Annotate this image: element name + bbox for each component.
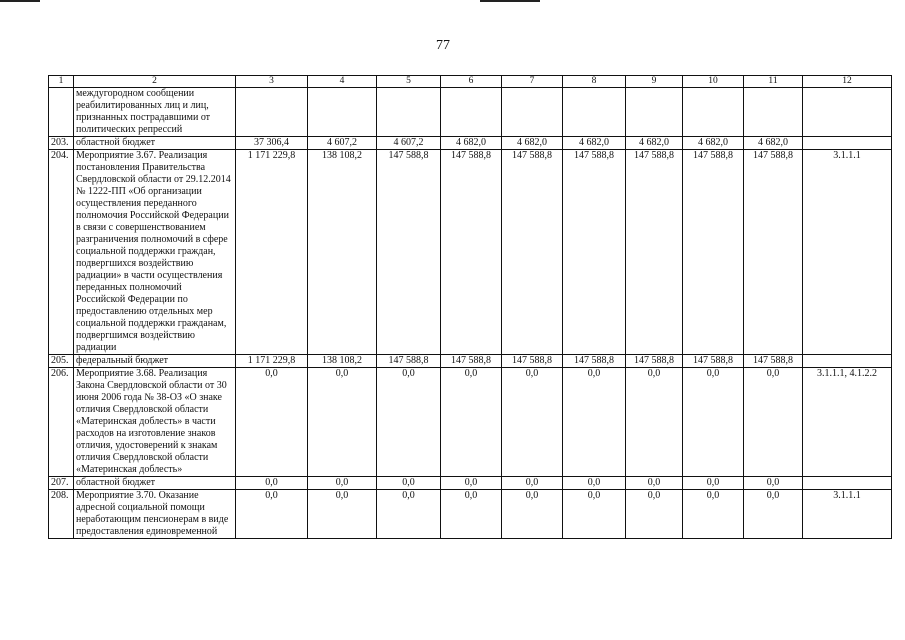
row-value-col-5: 0,0 <box>377 490 441 539</box>
column-header-3: 3 <box>236 76 308 88</box>
row-value-col-6: 0,0 <box>441 477 502 490</box>
row-value-col-3: 1 171 229,8 <box>236 355 308 368</box>
column-header-1: 1 <box>49 76 74 88</box>
row-value-col-7: 147 588,8 <box>502 355 563 368</box>
row-target-ref <box>803 355 892 368</box>
row-value-col-11: 0,0 <box>744 477 803 490</box>
row-value-col-4: 0,0 <box>308 490 377 539</box>
row-number: 208. <box>49 490 74 539</box>
row-name: Мероприятие 3.68. Реализация Закона Свердловской области от 30 июня 2006 года № 38-ОЗ «О знаке отличия Свердловской области «Материнская доблесть» в части расходов на изготовление знаков отличия, удостоверений к знакам отличия Свердловской области «Материнская доблесть» <box>74 368 236 477</box>
row-value-col-4: 138 108,2 <box>308 355 377 368</box>
row-value-col-4: 0,0 <box>308 477 377 490</box>
column-header-9: 9 <box>626 76 683 88</box>
column-header-4: 4 <box>308 76 377 88</box>
row-value-col-6: 0,0 <box>441 368 502 477</box>
column-header-2: 2 <box>74 76 236 88</box>
row-value-col-7: 0,0 <box>502 368 563 477</box>
row-value-col-6: 4 682,0 <box>441 137 502 150</box>
column-header-10: 10 <box>683 76 744 88</box>
row-value-col-7: 0,0 <box>502 490 563 539</box>
row-target-ref <box>803 88 892 137</box>
row-number: 203. <box>49 137 74 150</box>
row-value-col-5: 147 588,8 <box>377 355 441 368</box>
row-number: 205. <box>49 355 74 368</box>
row-value-col-7 <box>502 88 563 137</box>
row-value-col-8: 147 588,8 <box>563 355 626 368</box>
row-target-ref <box>803 137 892 150</box>
row-name: Мероприятие 3.67. Реализация постановления Правительства Свердловской области от 29.12.2014 № 1222-ПП «Об организации осуществления переданного полномочия Российской Федерации в связи с совершенствованием разграничения полномочий в сфере социальной поддержки граждан, подвергшихся воздействию радиации» в части осуществления переданных полномочий Российской Федерации по предоставлению отдельных мер социальной поддержки гражданам, подвергшимся воздействию радиации <box>74 150 236 355</box>
row-value-col-7: 147 588,8 <box>502 150 563 355</box>
row-value-col-10: 0,0 <box>683 368 744 477</box>
row-target-ref: 3.1.1.1, 4.1.2.2 <box>803 368 892 477</box>
row-value-col-8: 0,0 <box>563 368 626 477</box>
column-header-6: 6 <box>441 76 502 88</box>
column-header-12: 12 <box>803 76 892 88</box>
row-value-col-5: 0,0 <box>377 368 441 477</box>
row-value-col-11: 0,0 <box>744 490 803 539</box>
row-number <box>49 88 74 137</box>
column-header-11: 11 <box>744 76 803 88</box>
row-value-col-3: 0,0 <box>236 368 308 477</box>
row-value-col-3: 1 171 229,8 <box>236 150 308 355</box>
table-row <box>49 368 892 477</box>
page-number: 77 <box>436 38 450 53</box>
row-name: федеральный бюджет <box>74 355 236 368</box>
table-header-row <box>49 76 892 88</box>
row-value-col-9: 4 682,0 <box>626 137 683 150</box>
row-value-col-3 <box>236 88 308 137</box>
row-value-col-6 <box>441 88 502 137</box>
row-value-col-11: 147 588,8 <box>744 355 803 368</box>
row-target-ref: 3.1.1.1 <box>803 490 892 539</box>
row-value-col-11: 0,0 <box>744 368 803 477</box>
row-value-col-8: 0,0 <box>563 490 626 539</box>
row-value-col-7: 0,0 <box>502 477 563 490</box>
column-header-5: 5 <box>377 76 441 88</box>
row-value-col-8: 4 682,0 <box>563 137 626 150</box>
table-row <box>49 355 892 368</box>
row-value-col-6: 147 588,8 <box>441 150 502 355</box>
row-number: 206. <box>49 368 74 477</box>
budget-table <box>48 75 892 539</box>
row-value-col-3: 37 306,4 <box>236 137 308 150</box>
scan-edge-line-right <box>480 0 540 2</box>
row-value-col-11: 147 588,8 <box>744 150 803 355</box>
row-value-col-3: 0,0 <box>236 490 308 539</box>
table-row <box>49 490 892 539</box>
row-target-ref <box>803 477 892 490</box>
column-header-8: 8 <box>563 76 626 88</box>
row-value-col-5: 4 607,2 <box>377 137 441 150</box>
row-value-col-9: 147 588,8 <box>626 355 683 368</box>
row-value-col-10: 147 588,8 <box>683 150 744 355</box>
row-value-col-10 <box>683 88 744 137</box>
row-name: областной бюджет <box>74 137 236 150</box>
row-target-ref: 3.1.1.1 <box>803 150 892 355</box>
row-value-col-11 <box>744 88 803 137</box>
row-value-col-5: 0,0 <box>377 477 441 490</box>
table-row <box>49 150 892 355</box>
row-value-col-7: 4 682,0 <box>502 137 563 150</box>
row-number: 204. <box>49 150 74 355</box>
row-value-col-10: 0,0 <box>683 490 744 539</box>
row-value-col-4: 138 108,2 <box>308 150 377 355</box>
row-value-col-9: 0,0 <box>626 490 683 539</box>
row-value-col-4: 0,0 <box>308 368 377 477</box>
row-name: областной бюджет <box>74 477 236 490</box>
row-number: 207. <box>49 477 74 490</box>
row-value-col-10: 0,0 <box>683 477 744 490</box>
row-value-col-3: 0,0 <box>236 477 308 490</box>
row-name: междугородном сообщении реабилитированных лиц и лиц, признанных пострадавшими от политических репрессий <box>74 88 236 137</box>
row-value-col-9: 0,0 <box>626 477 683 490</box>
row-value-col-8: 147 588,8 <box>563 150 626 355</box>
row-value-col-8: 0,0 <box>563 477 626 490</box>
row-value-col-4 <box>308 88 377 137</box>
column-header-7: 7 <box>502 76 563 88</box>
row-value-col-9: 147 588,8 <box>626 150 683 355</box>
row-value-col-9 <box>626 88 683 137</box>
row-value-col-5 <box>377 88 441 137</box>
row-value-col-6: 0,0 <box>441 490 502 539</box>
row-value-col-9: 0,0 <box>626 368 683 477</box>
row-value-col-10: 147 588,8 <box>683 355 744 368</box>
table-row <box>49 137 892 150</box>
table-row <box>49 88 892 137</box>
row-value-col-5: 147 588,8 <box>377 150 441 355</box>
row-value-col-4: 4 607,2 <box>308 137 377 150</box>
row-name: Мероприятие 3.70. Оказание адресной социальной помощи неработающим пенсионерам в виде предоставления единовременной <box>74 490 236 539</box>
row-value-col-8 <box>563 88 626 137</box>
row-value-col-6: 147 588,8 <box>441 355 502 368</box>
table-row <box>49 477 892 490</box>
scan-edge-line-left <box>0 0 40 2</box>
row-value-col-10: 4 682,0 <box>683 137 744 150</box>
row-value-col-11: 4 682,0 <box>744 137 803 150</box>
